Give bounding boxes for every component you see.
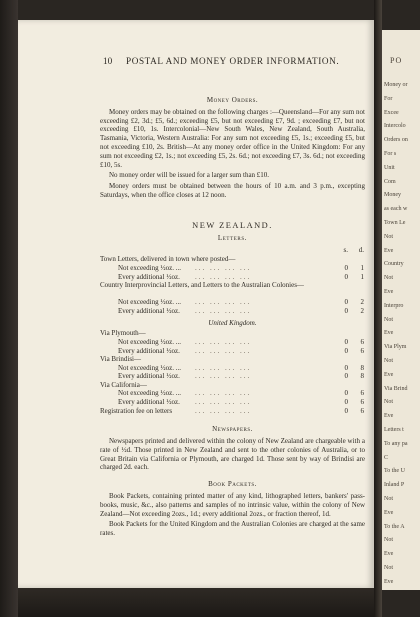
rate-pence: 1: [360, 272, 364, 281]
rate-label: Registration fee on letters: [100, 406, 173, 415]
rate-pence: 6: [360, 406, 364, 415]
rate-pence: 8: [360, 372, 364, 381]
facing-page-text-fragment: Eve: [384, 413, 394, 420]
rate-label: Not exceeding ½oz. ...: [118, 337, 181, 346]
rate-label: Every additional ½oz.: [118, 372, 180, 381]
rate-pence: 6: [360, 398, 364, 407]
rate-shillings: 0: [344, 272, 348, 281]
rate-row: [100, 407, 365, 416]
shillings-column-label: s.: [343, 246, 348, 255]
united-kingdom-rate-table: [100, 329, 365, 415]
book-bottom-edge: [18, 588, 374, 617]
rate-row: [100, 381, 365, 390]
rate-pence: 6: [360, 337, 364, 346]
facing-page-text-fragment: Interpro: [384, 302, 404, 309]
facing-page-text-fragment: Not: [384, 316, 393, 323]
rate-label: Town Letters, delivered in town where posted—: [100, 255, 236, 264]
facing-page-text-fragment: Eve: [384, 551, 394, 558]
rate-column-header: [100, 246, 365, 255]
facing-page-text-fragment: Com: [384, 178, 396, 185]
leader-dots: ... ... ... ...: [195, 346, 252, 355]
rate-row: [100, 298, 365, 307]
money-orders-title: Money Orders.: [206, 96, 259, 104]
page-number: 10: [103, 56, 113, 66]
rate-row: [100, 347, 365, 356]
facing-page-text-fragment: Eve: [384, 330, 394, 337]
leader-dots: ... ... ... ...: [195, 406, 252, 415]
rate-row: [100, 389, 365, 398]
rate-label: Not exceeding ½oz. ...: [118, 363, 181, 372]
rate-label: Every additional ½oz.: [118, 306, 180, 315]
book-gutter: [374, 0, 382, 617]
facing-page: [382, 30, 420, 590]
rate-shillings: 0: [344, 398, 348, 407]
book-page: [18, 20, 374, 588]
facing-page-text-fragment: Not: [384, 233, 393, 240]
facing-page-text-fragment: Excee: [384, 109, 399, 116]
book-packets-section: [100, 492, 365, 538]
rate-shillings: 0: [344, 389, 348, 398]
facing-page-text-fragment: Town Le: [384, 220, 406, 226]
rate-label: Not exceeding ½oz. ...: [118, 263, 181, 272]
facing-page-text-fragment: Not: [384, 275, 393, 282]
new-zealand-title: NEW ZEALAND.: [192, 220, 273, 230]
facing-page-text-fragment: Intercolo: [384, 123, 406, 130]
facing-page-text-fragment: For: [384, 95, 393, 102]
facing-page-text-fragment: Country: [384, 261, 404, 268]
facing-page-text-fragment: To the U: [384, 468, 405, 475]
facing-page-text-fragment: Via Brind: [384, 385, 408, 392]
paragraph: Book Packets, containing printed matter of any kind, lithographed letters, bankers' pass-books, music, &c., also patterns and samples of no intrinsic value, within the colony of New Zealand—Not exceeding 2ozs., 1d.; every additional 2ozs., or fraction thereof, 1d.: [100, 492, 365, 518]
rate-pence: 6: [360, 389, 364, 398]
rate-row: [100, 364, 365, 373]
rate-row: [100, 329, 365, 338]
rate-shillings: 0: [344, 363, 348, 372]
leader-dots: ... ... ... ...: [195, 306, 252, 315]
newspapers-title: Newspapers.: [212, 425, 253, 434]
page-content: [100, 96, 365, 538]
rate-pence: 6: [360, 346, 364, 355]
facing-page-text-fragment: as each w: [384, 206, 408, 213]
rate-row: [100, 264, 365, 273]
facing-page-text-fragment: Letters t: [384, 427, 404, 433]
rate-shillings: 0: [344, 337, 348, 346]
united-kingdom-title: United Kingdom.: [208, 318, 257, 327]
leader-dots: ... ... ... ...: [195, 372, 252, 381]
rate-row: [100, 355, 365, 364]
rate-shillings: 0: [344, 298, 348, 307]
facing-page-text-fragment: Inland P: [384, 482, 405, 489]
page-header: [18, 56, 374, 70]
rate-pence: 2: [360, 298, 364, 307]
leader-dots: ... ... ... ...: [195, 363, 252, 372]
rate-shillings: 0: [344, 306, 348, 315]
rate-label: Every additional ½oz.: [118, 272, 180, 281]
rate-shillings: 0: [344, 372, 348, 381]
facing-page-text-fragment: To any pa: [384, 440, 408, 447]
letters-title: Letters.: [217, 233, 248, 242]
leader-dots: ... ... ... ...: [195, 263, 252, 272]
paragraph: Money orders may be obtained on the following charges :—Queensland—For any sum not exceeding £2, 3d.; £5, 6d.; exceeding £5, but not exceeding £7, 9d. ; exceeding £7, but not exceeding £10, 1s. Intercolonial—New South Wales, New Zealand, South Australia, Tasmania, Victoria, Western Australia: For any sum not exceeding £5, 1s.; exceeding £5, but not exceeding £10, 2s. British—At any money order office in the United Kingdom: For any sum not exceeding £2, 1s.; not exceeding £5, 2s. 6d.; not exceeding £7, 3s. 6d.; not exceeding £10, 5s.: [100, 107, 365, 169]
rate-row: [100, 338, 365, 347]
facing-page-text-fragment: Not: [384, 496, 393, 502]
paragraph: Money orders must be obtained between the hours of 10 a.m. and 3 p.m., excepting Saturdays, when the office closes at 12 noon.: [100, 182, 365, 199]
rate-row: [100, 281, 365, 298]
facing-page-text-fragment: Eve: [384, 578, 394, 585]
rate-row: [100, 307, 365, 316]
rate-label: Via California—: [100, 380, 147, 389]
facing-page-text-fragment: Not: [384, 358, 393, 364]
facing-page-text-fragment: Eve: [384, 247, 394, 254]
facing-page-text-fragment: To the A: [384, 523, 405, 530]
running-title: POSTAL AND MONEY ORDER INFORMATION.: [126, 56, 340, 66]
paragraph: No money order will be issued for a larger sum than £10.: [109, 171, 270, 180]
letters-rate-table: [100, 255, 365, 315]
facing-page-text-fragment: C: [384, 454, 389, 461]
rate-label: Every additional ½oz.: [118, 398, 180, 407]
rate-row: [100, 372, 365, 381]
money-orders-section: [100, 108, 365, 200]
facing-page-text-fragment: Unit: [384, 164, 395, 171]
rate-shillings: 0: [344, 346, 348, 355]
leader-dots: ... ... ... ...: [195, 398, 252, 407]
rate-row: [100, 273, 365, 282]
rate-pence: 8: [360, 363, 364, 372]
book-cover-left: [0, 0, 18, 617]
facing-page-text-fragment: Not: [384, 399, 393, 406]
rate-shillings: 0: [344, 406, 348, 415]
facing-page-header: PO: [390, 56, 403, 65]
book-packets-title: Book Packets.: [208, 480, 257, 489]
rate-label: Via Brindisi—: [100, 355, 141, 364]
facing-page-text-fragment: Orders on: [384, 137, 408, 144]
rate-shillings: 0: [344, 263, 348, 272]
facing-page-text-fragment: For s: [384, 151, 397, 157]
leader-dots: ... ... ... ...: [195, 389, 252, 398]
rate-row: [100, 398, 365, 407]
rate-label: Every additional ½oz.: [118, 346, 180, 355]
facing-page-text-fragment: Via Plym: [384, 344, 407, 351]
rate-label: Via Plymouth—: [100, 329, 146, 338]
rate-label: Country Interprovincial Letters, and Letters to the Australian Colonies—: [100, 281, 304, 290]
facing-page-text-fragment: Eve: [384, 371, 394, 378]
newspapers-section: [100, 437, 365, 472]
paragraph: Newspapers printed and delivered within the colony of New Zealand are chargeable with a rate of ½d. Those printed in New Zealand and sent to the other colonies of Australia, or to Great Britain via California or Plymouth, are charged 1d. Those sent by way of Brindisi are charged 2d. each.: [100, 437, 365, 472]
leader-dots: ... ... ... ...: [195, 337, 252, 346]
rate-label: Not exceeding ½oz. ...: [118, 298, 181, 307]
rate-row: [100, 255, 365, 264]
rate-pence: 2: [360, 306, 364, 315]
pence-column-label: d.: [358, 246, 364, 255]
paragraph: Book Packets for the United Kingdom and the Australian Colonies are charged at the same rates.: [100, 520, 365, 538]
facing-page-text-fragment: Eve: [384, 289, 394, 295]
leader-dots: ... ... ... ...: [195, 298, 252, 307]
leader-dots: ... ... ... ...: [195, 272, 252, 281]
facing-page-text-fragment: Eve: [384, 509, 394, 516]
rate-label: Not exceeding ½oz. ...: [118, 389, 181, 398]
facing-page-text-fragment: Not: [384, 537, 393, 544]
facing-page-text-fragment: Money: [384, 192, 401, 199]
rate-pence: 1: [360, 263, 364, 272]
facing-page-text-fragment: Not: [384, 565, 393, 571]
facing-page-text-fragment: Money or: [384, 82, 408, 88]
